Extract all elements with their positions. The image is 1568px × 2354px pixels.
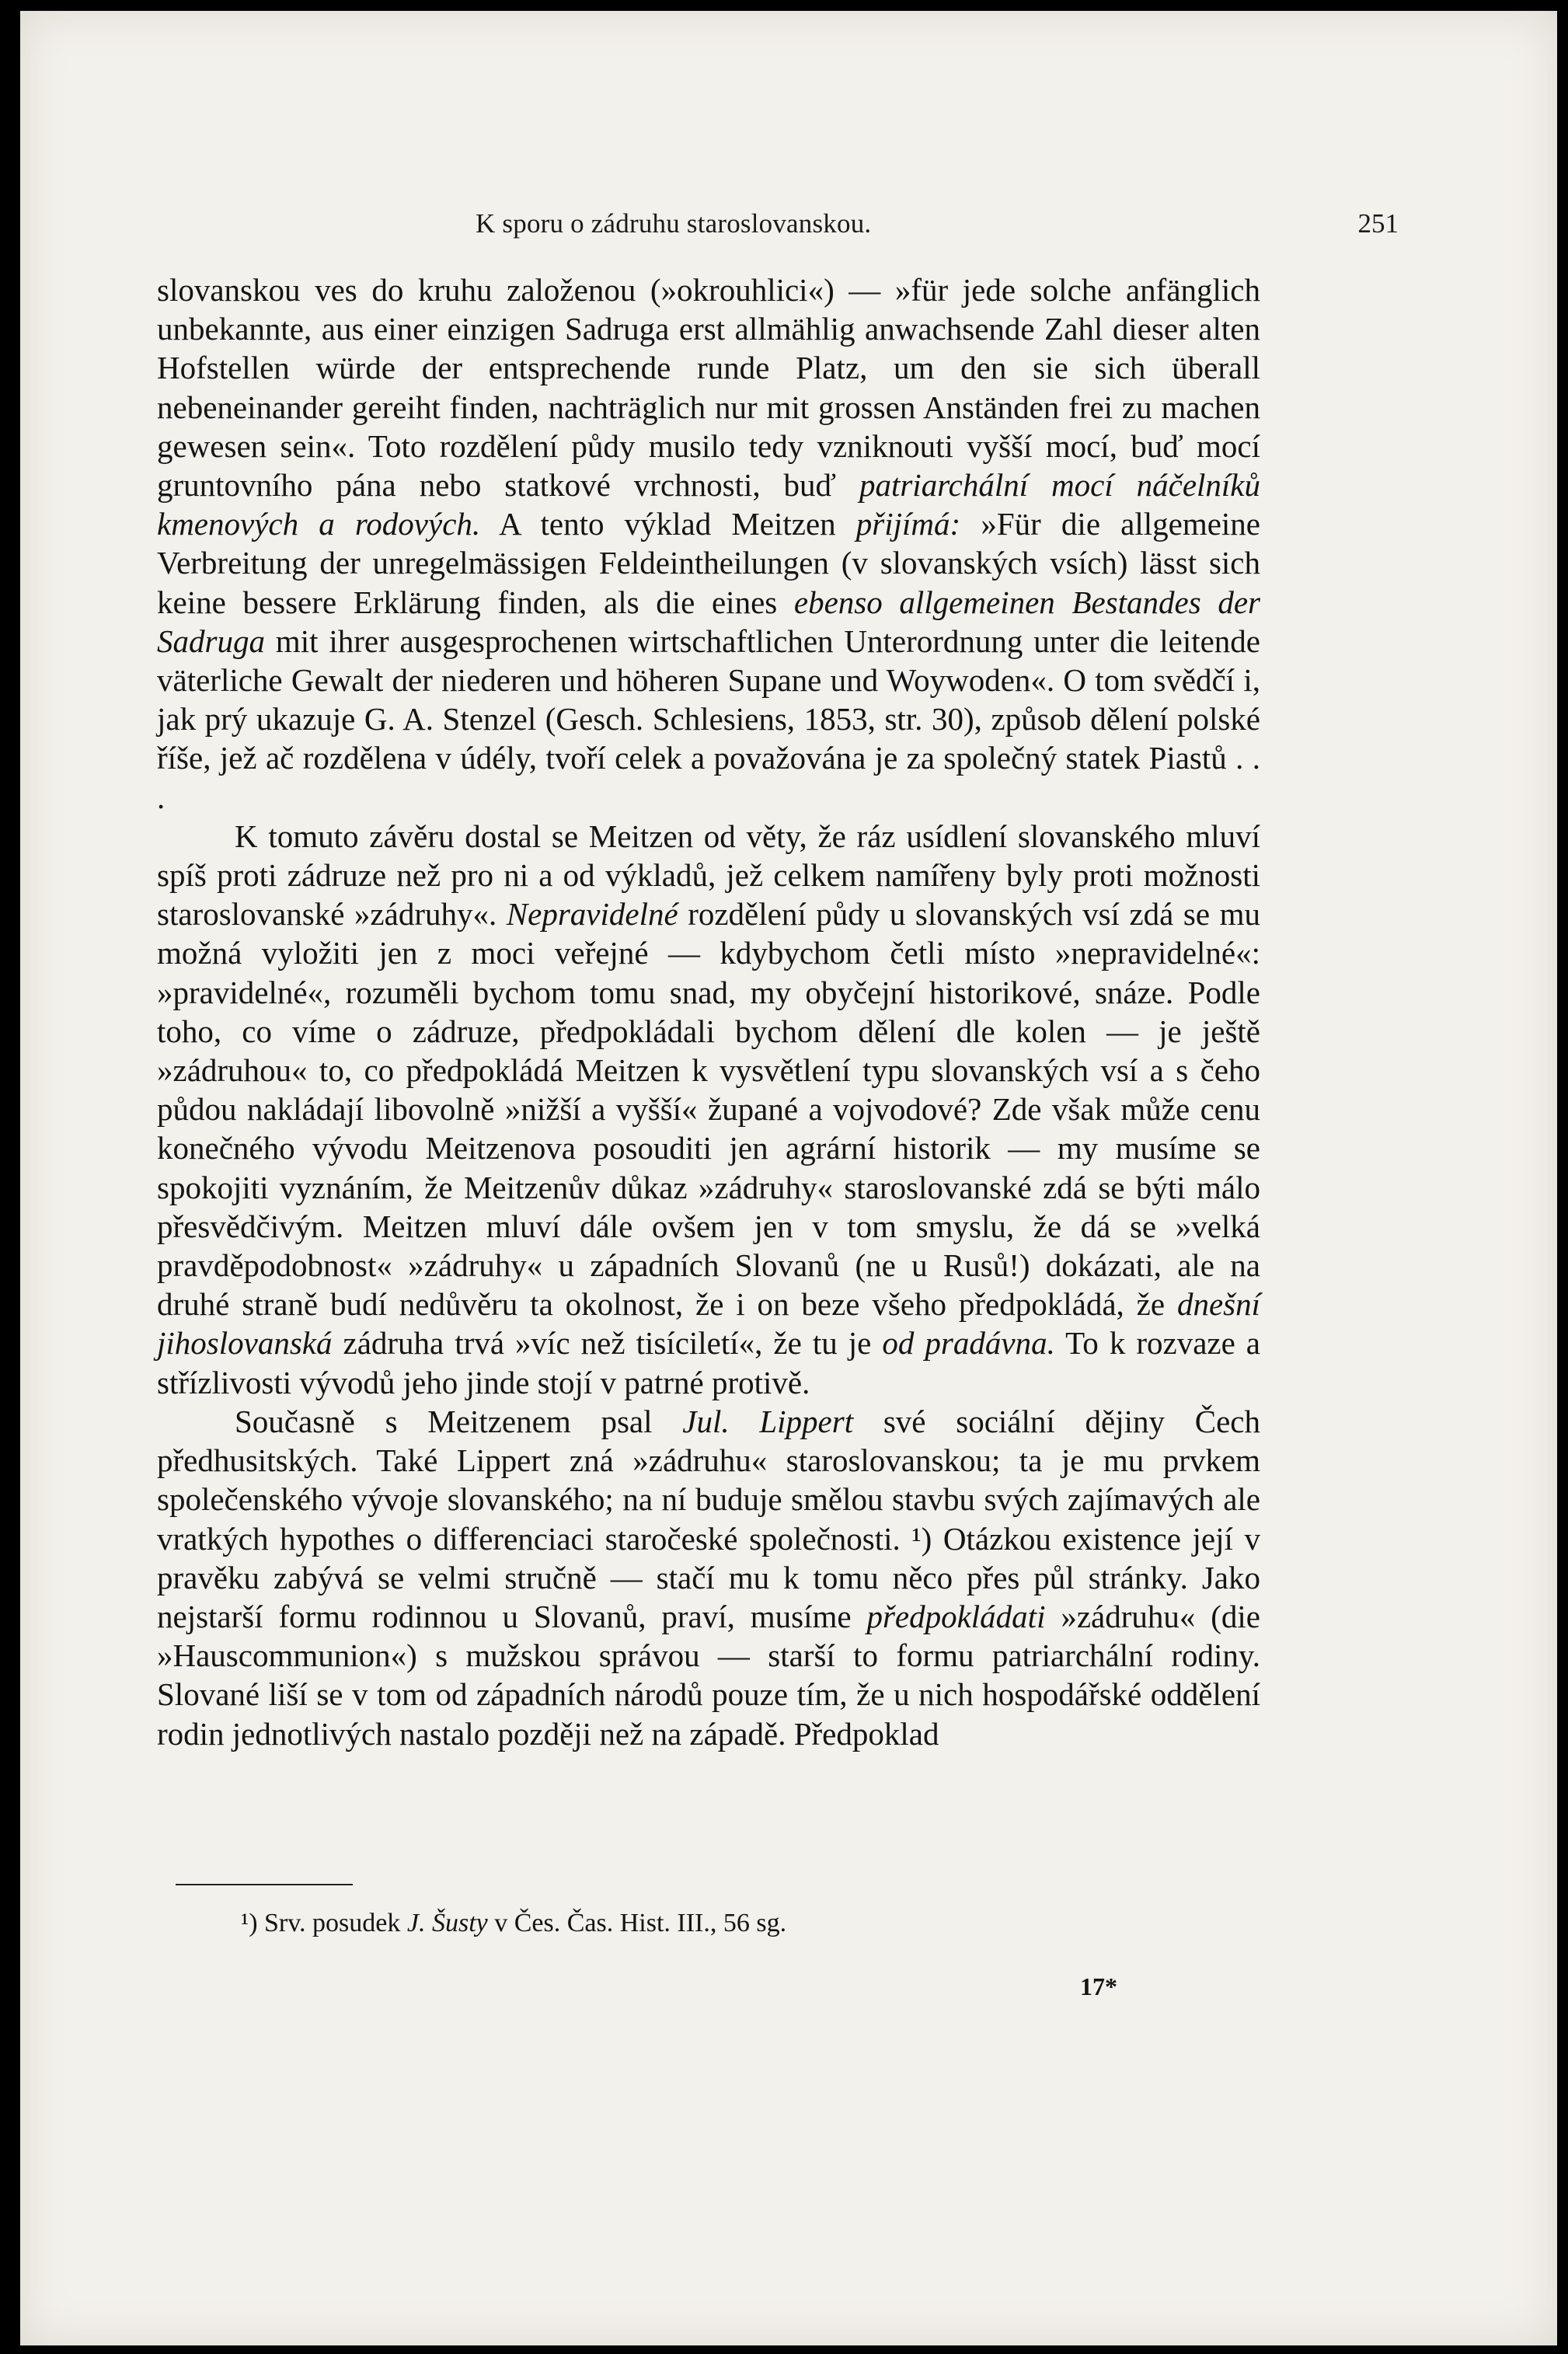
text-segment: mit ihrer ausgesprochenen wirtschaftlichen Unterordnung unter die leitende väterliche Gewalt der niederen und höheren Supane und Woywoden«. O tom svědčí i, jak prý ukazuje G. A. Stenzel (Gesch. Schlesiens, 1853, str. 30), způsob dělení polské říše, jež ač rozdělena v údély, tvoří celek a považována je za společný statek Piastů . . .: [157, 623, 1260, 815]
text-segment: A tento výklad Meitzen: [480, 506, 856, 542]
paragraph: [157, 270, 1260, 817]
signature-mark: 17*: [1080, 1972, 1117, 2000]
footnote-text: Srv. posudek: [257, 1909, 407, 1937]
italic-segment: dnešní jihoslovanská: [157, 1286, 1260, 1362]
running-header: [196, 208, 1399, 247]
footnote: [241, 1909, 786, 1938]
text-segment: slovanskou ves do kruhu založenou (»okrouhlici«) — »für jede solche anfänglich unbekannte, aus einer einzigen Sadruga erst allmählig anwachsende Zahl dieser alten Hofstellen würde der entsprechende runde Platz, um den sie sich überall nebeneinander gereiht finden, nachträglich nur mit grossen Anständen frei zu machen gewesen sein«. Toto rozdělení půdy musilo tedy vzniknouti vyšší mocí, buď mocí gruntovního pána nebo statkové vrchnosti, buď: [157, 272, 1260, 504]
text-segment: své sociální dějiny Čech předhusitských. Také Lippert zná »zádruhu« staroslovanskou; ta je mu prvkem společenského vývoje slovanského; na ní buduje smělou stavbu svých zajímavých ale vratkých hypothes o differenciaci staročeské společnosti. ¹) Otázkou existence její v pravěku zabývá se velmi stručně — stačí mu k tomu něco přes půl stránky. Jako nejstarší formu rodinnou u Slovanů, praví, musíme: [157, 1403, 1260, 1634]
paragraph: [157, 1402, 1260, 1753]
italic-segment: Nepravidelné: [506, 896, 678, 933]
text-segment: To k rozvaze a střízlivosti vývodů jeho jinde stojí v patrné protivě.: [157, 1325, 1261, 1400]
text-segment: Současně s Meitzenem psal: [235, 1403, 683, 1439]
page-number: 251: [1357, 208, 1399, 239]
footnote-text: v Čes. Čas. Hist. III., 56 sg.: [487, 1909, 787, 1937]
italic-segment: předpokládati: [866, 1598, 1046, 1634]
italic-segment: ebenso allgemeinen Bestandes der Sadruga: [157, 584, 1260, 659]
footnote-marker: ¹): [241, 1909, 258, 1937]
italic-segment: patriarchální mocí náčelníků kmenových a rodových.: [157, 467, 1260, 542]
italic-segment: Jul. Lippert: [682, 1403, 854, 1439]
body-text: [157, 270, 1260, 1753]
italic-segment: přijímá:: [855, 506, 961, 542]
footnote-rule: [176, 1884, 353, 1885]
footnote-author: J. Šusty: [406, 1909, 488, 1937]
text-segment: »Für die allgemeine Verbreitung der unregelmässigen Feldeintheilungen (v slovanských vsích) lässt sich keine bessere Erklärung finden, als die eines: [157, 506, 1261, 620]
text-segment: zádruha trvá »víc než tisíciletí«, že tu je: [332, 1325, 883, 1362]
text-segment: K tomuto závěru dostal se Meitzen od věty, že ráz usídlení slovanského mluví spíš proti zádruze než pro ni a od výkladů, jež celkem namířeny byly proti možnosti staroslovanské »zádruhy«.: [157, 818, 1260, 933]
paragraph: [157, 817, 1260, 1402]
italic-segment: od pradávna.: [882, 1325, 1055, 1362]
running-title: K sporu o zádruhu staroslovanskou.: [476, 208, 872, 239]
text-segment: rozdělení půdy u slovanských vsí zdá se mu možná vyložiti jen z moci veřejné — kdybychom četli místo »nepravidelné«: »pravidelné«, rozuměli bychom tomu snad, my obyčejní historikové, snáze. Podle toho, co víme o zádruze, předpokládali bychom dělení dle kolen — je ještě »zádruhou« to, co předpokládá Meitzen k vysvětlení typu slovanských vsí a s čeho půdou nakládají libovolně »nižší a vyšší« župané a vojvodové? Zde však může cenu konečného vývodu Meitzenova posouditi jen agrární historik — my musíme se spokojiti vyznáním, že Meitzenův důkaz »zádruhy« staroslovanské zdá se býti málo přesvědčivým. Meitzen mluví dále ovšem jen v tom smyslu, že dá se »velká pravděpodobnost« »zádruhy« u západních Slovanů (ne u Rusů!) dokázati, ale na druhé straně budí nedůvěru ta okolnost, že i on beze všeho předpokládá, že: [157, 896, 1260, 1323]
text-segment: »zádruhu« (die »Hauscommunion«) s mužskou správou — starší to formu patriarchální rodiny. Slované liší se v tom od západních národů pouze tím, že u nich hospodářské oddělení rodin jednotlivých nastalo později než na západě. Předpoklad: [157, 1598, 1260, 1752]
